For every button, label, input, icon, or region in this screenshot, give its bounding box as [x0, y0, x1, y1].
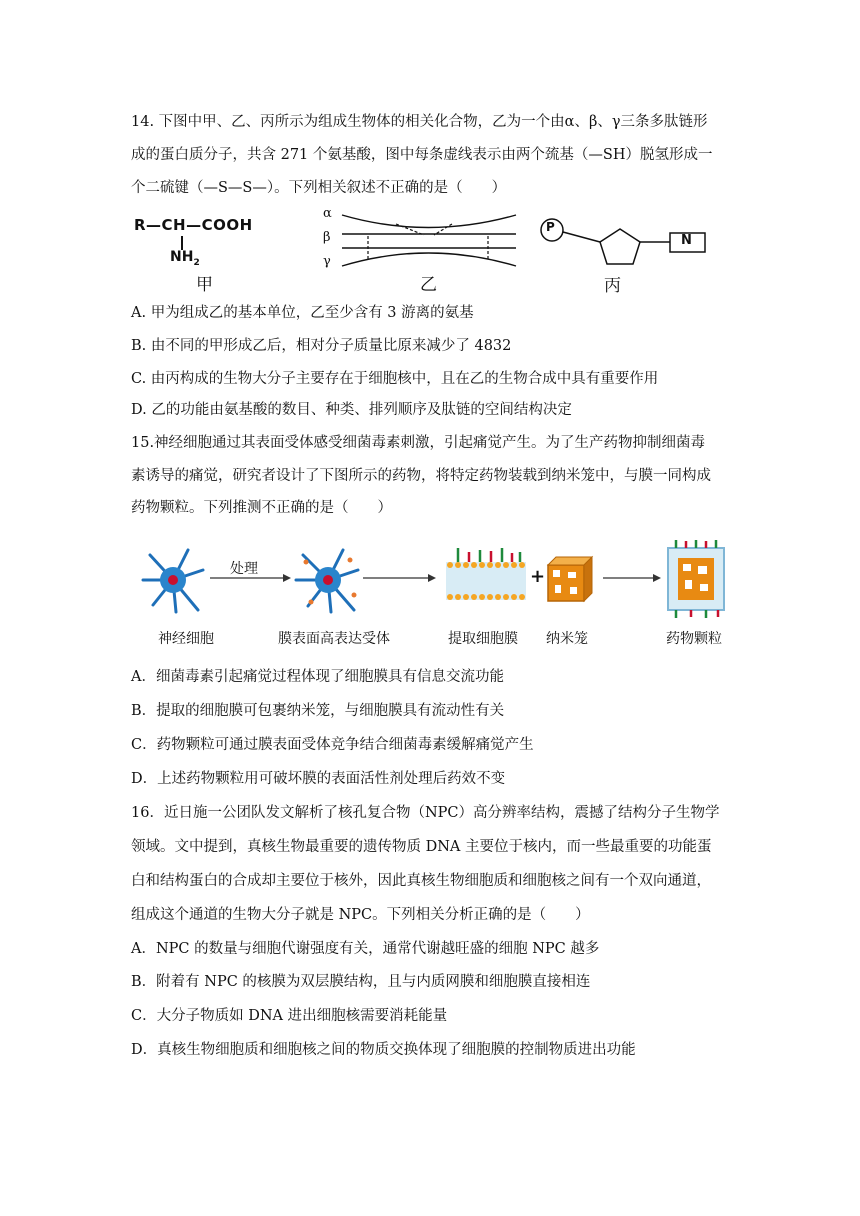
- q15-stem-line-2: 素诱导的痛觉，研究者设计了下图所示的药物，将特定药物装载到纳米笼中，与膜一同构成: [131, 468, 711, 484]
- q16-option-b: B．附着有 NPC 的核膜为双层膜结构，且与内质网膜和细胞膜直接相连: [131, 974, 591, 990]
- gamma-chain: [342, 253, 516, 266]
- q15-stem-line-3: 药物颗粒。下列推测不正确的是（ ）: [131, 500, 392, 516]
- q16-stem-line-1: 16．近日施一公团队发文解析了核孔复合物（NPC）高分辨率结构，震撼了结构分子生物学: [131, 805, 720, 821]
- q14-option-a: A. 甲为组成乙的基本单位，乙至少含有 3 游离的氨基: [131, 305, 474, 321]
- nanocage-icon: [548, 557, 592, 601]
- base-label: N: [681, 233, 692, 248]
- q14-option-b: B. 由不同的甲形成乙后，相对分子质量比原来减少了 4832: [131, 338, 512, 354]
- q15-option-b: B．提取的细胞膜可包裹纳米笼，与细胞膜具有流动性有关: [131, 703, 505, 719]
- polypeptide-chains-diagram: [320, 206, 520, 276]
- alpha-chain: [342, 215, 516, 228]
- figure-jia-amino-acid: [134, 212, 314, 295]
- q15-option-d: D．上述药物颗粒用可破坏膜的表面活性剂处理后药效不变: [131, 771, 506, 787]
- q16-option-a: A．NPC 的数量与细胞代谢强度有关，通常代谢越旺盛的细胞 NPC 越多: [131, 941, 600, 957]
- chain-label-alpha: α: [323, 206, 332, 221]
- caption-yi: 乙: [420, 275, 437, 295]
- chain-label-beta: β: [323, 230, 331, 245]
- q16-stem-line-2: 领域。文中提到，真核生物最重要的遗传物质 DNA 主要位于核内，而一些最重要的功能蛋: [131, 839, 712, 855]
- figure-drug-particle-process: [128, 540, 738, 655]
- caption-receptor: 膜表面高表达受体: [278, 631, 390, 647]
- q16-stem-line-3: 白和结构蛋白的合成却主要位于核外，因此真核生物细胞质和细胞核之间有一个双向通道，: [131, 873, 711, 889]
- caption-nanocage: 纳米笼: [546, 631, 588, 647]
- q14-stem-line-2: 成的蛋白质分子，共含 271 个氨基酸，图中每条虚线表示由两个巯基（—SH）脱氢形成一: [131, 147, 713, 163]
- process-diagram: [128, 540, 738, 630]
- q14-option-d: D. 乙的功能由氨基酸的数目、种类、排列顺序及肽链的空间结构决定: [131, 402, 572, 418]
- q16-option-c: C．大分子物质如 DNA 进出细胞核需要消耗能量: [131, 1008, 448, 1024]
- pentose-ring: [600, 229, 640, 264]
- figure-yi-protein: [320, 206, 520, 295]
- amino-group: $NH_2$: [170, 249, 200, 268]
- caption-jia: 甲: [196, 275, 213, 295]
- phosphate-label: P: [546, 220, 555, 234]
- caption-membrane: 提取细胞膜: [448, 631, 518, 647]
- q15-option-a: A．细菌毒素引起痛觉过程体现了细胞膜具有信息交流功能: [131, 669, 504, 685]
- caption-neuron: 神经细胞: [158, 631, 214, 647]
- q15-stem-line-1: 15.神经细胞通过其表面受体感受细菌毒素刺激，引起痛觉产生。为了生产药物抑制细菌毒: [131, 435, 706, 451]
- q16-stem-line-4: 组成这个通道的生物大分子就是 NPC。下列相关分析正确的是（ ）: [131, 907, 590, 923]
- chain-label-gamma: γ: [323, 254, 331, 269]
- caption-drug-particle: 药物颗粒: [666, 631, 722, 647]
- bond-line: [181, 236, 183, 250]
- q15-option-c: C．药物颗粒可通过膜表面受体竞争结合细菌毒素缓解痛觉产生: [131, 737, 534, 753]
- plus-sign: +: [530, 566, 546, 587]
- q14-option-c: C. 由丙构成的生物大分子主要存在于细胞核中，且在乙的生物合成中具有重要作用: [131, 371, 659, 387]
- drug-particle-icon: [668, 540, 724, 618]
- q14-stem-line-1: 14. 下图中甲、乙、丙所示为组成生物体的相关化合物，乙为一个由α、β、γ三条多肽链形: [131, 114, 708, 130]
- amino-acid-formula: R—CH—COOH: [134, 216, 253, 234]
- figure-bing-nucleotide: [538, 214, 718, 296]
- process-label: 处理: [230, 561, 258, 577]
- caption-bing: 丙: [604, 276, 621, 296]
- q14-stem-line-3: 个二硫键（—S—S—）。下列相关叙述不正确的是（ ）: [131, 180, 507, 196]
- membrane-icon: [446, 548, 526, 600]
- q16-option-d: D．真核生物细胞质和细胞核之间的物质交换体现了细胞膜的控制物质进出功能: [131, 1042, 636, 1058]
